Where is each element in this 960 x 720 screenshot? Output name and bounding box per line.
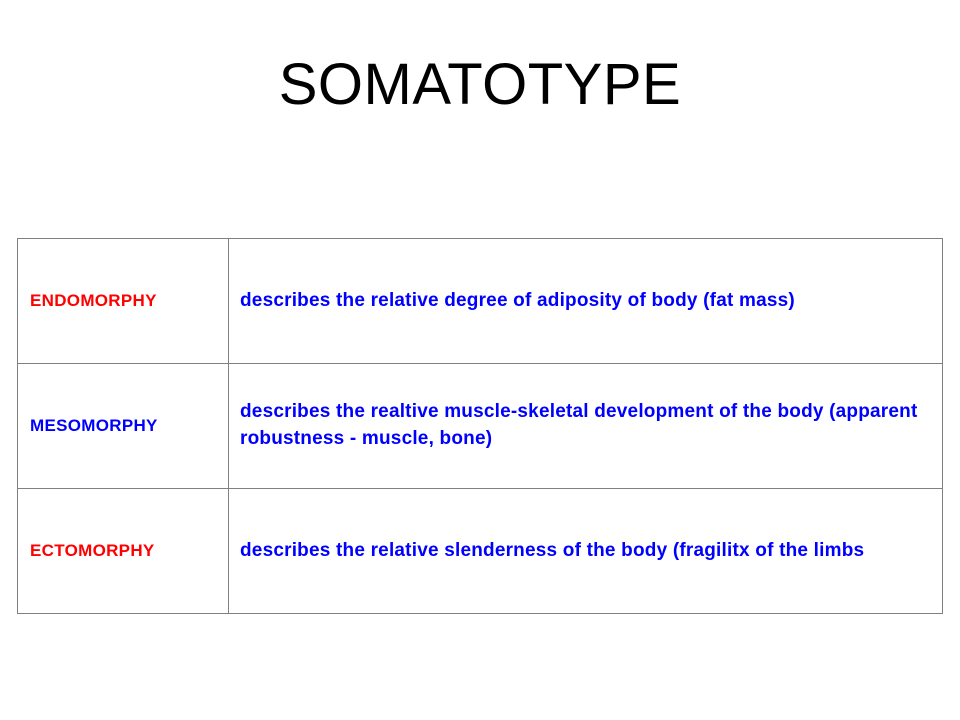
- description-cell: describes the relative slenderness of the body (fragilitx of the limbs: [229, 489, 943, 614]
- term-cell: ECTOMORPHY: [18, 489, 229, 614]
- term-cell: MESOMORPHY: [18, 364, 229, 489]
- table-row: [18, 239, 943, 364]
- description-cell: describes the realtive muscle-skeletal development of the body (apparent robustness - muscle, bone): [229, 364, 943, 489]
- somatotype-table: [17, 238, 943, 614]
- table-row: [18, 364, 943, 489]
- term-cell: ENDOMORPHY: [18, 239, 229, 364]
- slide-title: SOMATOTYPE: [278, 52, 682, 117]
- table-row: [18, 489, 943, 614]
- description-cell: describes the relative degree of adiposity of body (fat mass): [229, 239, 943, 364]
